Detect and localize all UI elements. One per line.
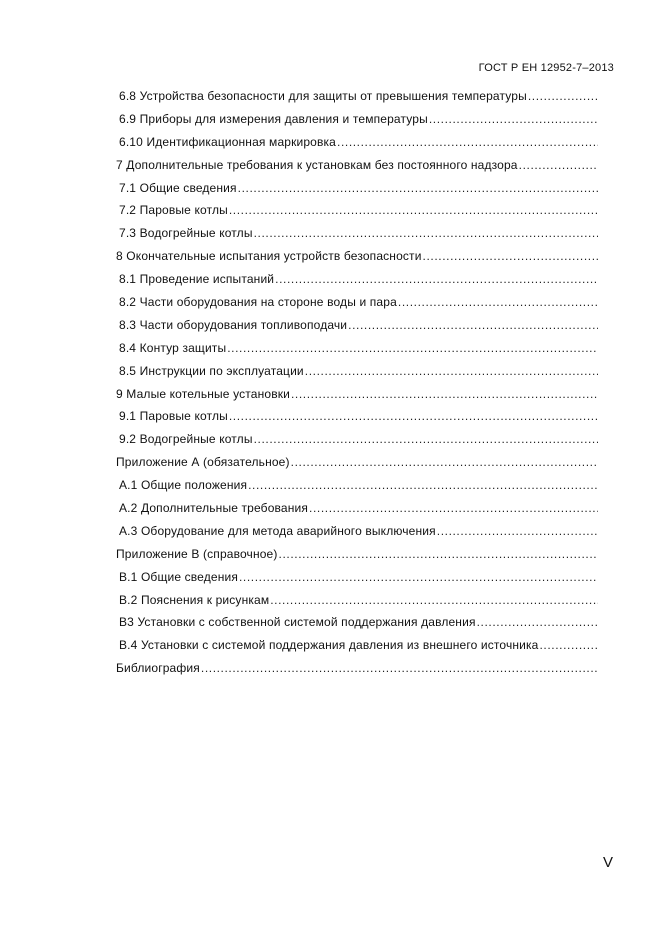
dot-leader xyxy=(398,295,598,309)
toc-entry[interactable] xyxy=(116,249,598,272)
toc-entry-title: 6.8 Устройства безопасности для защиты от превышения температуры xyxy=(119,89,527,103)
toc-entry[interactable] xyxy=(116,455,598,478)
toc-entry-title: 7.3 Водогрейные котлы xyxy=(119,226,253,241)
dot-leader xyxy=(201,661,598,675)
toc-entry[interactable] xyxy=(116,295,598,318)
toc-entry[interactable] xyxy=(116,272,598,295)
dot-leader xyxy=(429,112,598,126)
toc-entry-title: В.4 Установки с системой поддержания давления из внешнего источника xyxy=(119,638,539,653)
toc-entry-title: 7.1 Общие сведения xyxy=(119,180,237,195)
toc-entry[interactable] xyxy=(116,409,598,432)
toc-entry[interactable] xyxy=(116,135,598,158)
toc-entry[interactable] xyxy=(116,615,598,638)
toc-entry-title: А.3 Оборудование для метода аварийного выключения xyxy=(119,523,436,538)
toc-entry-title: 9 Малые котельные установки xyxy=(116,386,290,401)
dot-leader xyxy=(437,524,598,538)
dot-leader xyxy=(239,570,598,584)
toc-entry[interactable] xyxy=(116,226,598,249)
toc-entry-title: 8.4 Контур защиты xyxy=(119,340,227,355)
toc-entry-title: 9.1 Паровые котлы xyxy=(119,409,228,424)
dot-leader xyxy=(279,547,598,561)
toc-entry-title: 8.5 Инструкции по эксплуатации xyxy=(119,363,304,378)
toc-entry[interactable] xyxy=(116,158,598,181)
toc-entry-title: 7 Дополнительные требования к установкам без постоянного надзора xyxy=(116,157,518,172)
toc-entry[interactable] xyxy=(116,203,598,226)
toc-entry[interactable] xyxy=(116,570,598,593)
dot-leader xyxy=(254,432,598,446)
dot-leader xyxy=(528,89,598,103)
toc-entry[interactable] xyxy=(116,112,598,135)
toc-entry-title: 6.9 Приборы для измерения давления и температуры xyxy=(119,111,428,126)
toc-entry[interactable] xyxy=(116,638,598,661)
dot-leader xyxy=(275,272,598,286)
toc-entry-title: 8.1 Проведение испытаний xyxy=(119,272,275,287)
dot-leader xyxy=(270,593,598,607)
toc-entry-title: В.2 Пояснения к рисункам xyxy=(119,592,270,607)
dot-leader xyxy=(540,638,599,652)
toc-entry-title: В3 Установки с собственной системой поддержания давления xyxy=(119,615,476,630)
dot-leader xyxy=(229,203,598,217)
toc-entry-title: 8.2 Части оборудования на стороне воды и пара xyxy=(119,295,397,310)
dot-leader xyxy=(229,409,598,423)
toc-entry[interactable] xyxy=(116,661,598,684)
document-code: ГОСТ Р ЕН 12952-7–2013 xyxy=(478,62,614,74)
dot-leader xyxy=(248,478,598,492)
dot-leader xyxy=(309,501,598,515)
toc-entry[interactable] xyxy=(116,89,598,112)
toc-entry[interactable] xyxy=(116,318,598,341)
dot-leader xyxy=(291,387,598,401)
toc-entry-title: Приложение В (справочное) xyxy=(116,546,278,561)
toc-entry-title: Библиография xyxy=(116,661,200,676)
dot-leader xyxy=(227,341,598,355)
toc-entry-title: 7.2 Паровые котлы xyxy=(119,203,228,218)
toc-entry[interactable] xyxy=(116,547,598,570)
dot-leader xyxy=(238,181,598,195)
dot-leader xyxy=(291,455,598,469)
toc-entry-title: В.1 Общие сведения xyxy=(119,569,238,584)
toc-entry-title: А.1 Общие положения xyxy=(119,478,248,493)
toc-entry[interactable] xyxy=(116,501,598,524)
toc-entry-title: 6.10 Идентификационная маркировка xyxy=(119,134,337,149)
page-number: V xyxy=(602,854,613,871)
dot-leader xyxy=(519,158,598,172)
toc-entry[interactable] xyxy=(116,593,598,616)
dot-leader xyxy=(337,135,598,149)
dot-leader xyxy=(254,226,598,240)
toc-entry[interactable] xyxy=(116,181,598,204)
toc-entry-title: 9.2 Водогрейные котлы xyxy=(119,432,253,447)
table-of-contents xyxy=(116,89,598,684)
toc-entry[interactable] xyxy=(116,432,598,455)
toc-entry-title: 8 Окончательные испытания устройств безопасности xyxy=(116,249,422,264)
toc-entry-title: 8.3 Части оборудования топливоподачи xyxy=(119,317,348,332)
toc-entry[interactable] xyxy=(116,341,598,364)
dot-leader xyxy=(477,615,598,629)
toc-entry[interactable] xyxy=(116,364,598,387)
toc-entry[interactable] xyxy=(116,524,598,547)
toc-entry-title: А.2 Дополнительные требования xyxy=(119,501,309,516)
toc-entry[interactable] xyxy=(116,387,598,410)
toc-entry[interactable] xyxy=(116,478,598,501)
dot-leader xyxy=(348,318,598,332)
toc-entry-title: Приложение А (обязательное) xyxy=(116,455,290,470)
dot-leader xyxy=(423,249,598,263)
dot-leader xyxy=(305,364,598,378)
